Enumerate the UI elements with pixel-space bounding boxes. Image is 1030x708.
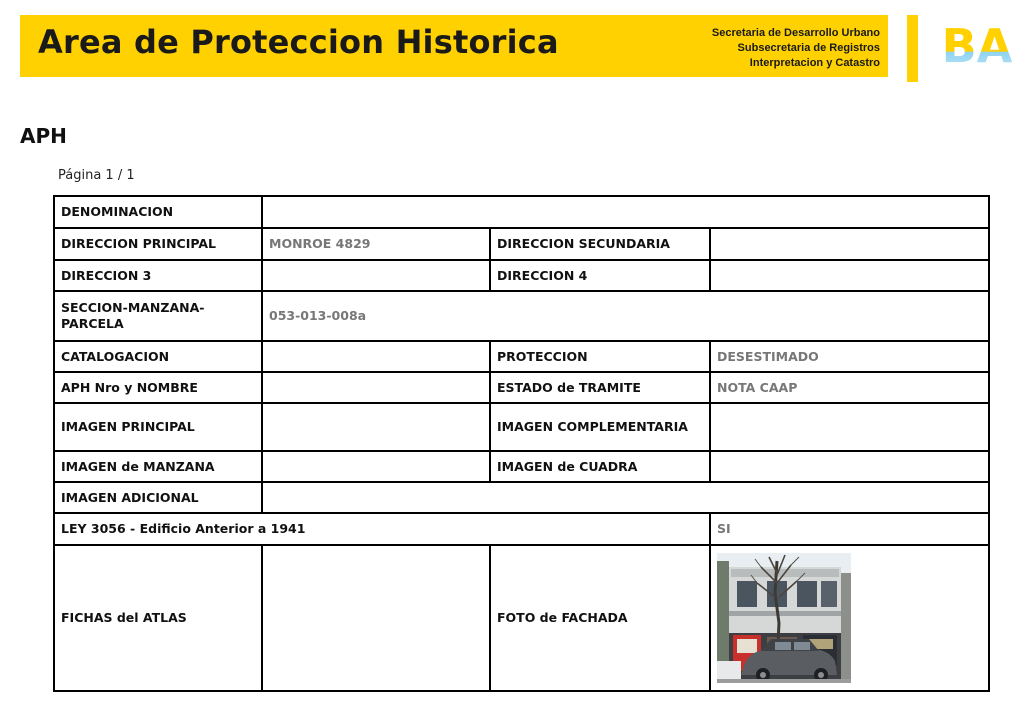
proteccion-value: DESESTIMADO bbox=[710, 341, 989, 372]
logo-divider bbox=[907, 15, 918, 82]
banner-title: Area de Proteccion Historica bbox=[38, 23, 559, 61]
direccion-principal-value: MONROE 4829 bbox=[262, 228, 490, 260]
header-banner bbox=[20, 15, 888, 77]
row-direccion bbox=[54, 228, 989, 260]
row-ley-3056 bbox=[54, 513, 989, 545]
row-denominacion bbox=[54, 196, 989, 228]
imagen-complementaria-label: IMAGEN COMPLEMENTARIA bbox=[490, 403, 710, 451]
ley-3056-value: SI bbox=[710, 513, 989, 545]
direccion-3-value bbox=[262, 260, 490, 291]
page-heading: APH bbox=[20, 124, 67, 148]
foto-fachada-label: FOTO de FACHADA bbox=[490, 545, 710, 691]
imagen-cuadra-label: IMAGEN de CUADRA bbox=[490, 451, 710, 482]
facade-photo[interactable] bbox=[717, 553, 851, 683]
direccion-4-value bbox=[710, 260, 989, 291]
direccion-secundaria-value bbox=[710, 228, 989, 260]
imagen-cuadra-value bbox=[710, 451, 989, 482]
catalogacion-label: CATALOGACION bbox=[54, 341, 262, 372]
direccion-principal-label: DIRECCION PRINCIPAL bbox=[54, 228, 262, 260]
imagen-principal-value bbox=[262, 403, 490, 451]
org-line-3: Interpretacion y Catastro bbox=[749, 57, 880, 69]
seccion-label: SECCION-MANZANA-PARCELA bbox=[54, 291, 262, 341]
org-line-2: Subsecretaria de Registros bbox=[737, 42, 880, 54]
fichas-atlas-value bbox=[262, 545, 490, 691]
row-direccion-3-4 bbox=[54, 260, 989, 291]
imagen-complementaria-value bbox=[710, 403, 989, 451]
imagen-adicional-label: IMAGEN ADICIONAL bbox=[54, 482, 262, 513]
estado-tramite-label: ESTADO de TRAMITE bbox=[490, 372, 710, 403]
aph-nro-label: APH Nro y NOMBRE bbox=[54, 372, 262, 403]
row-catalogacion bbox=[54, 341, 989, 372]
ba-logo bbox=[932, 20, 1022, 70]
fichas-atlas-label: FICHAS del ATLAS bbox=[54, 545, 262, 691]
seccion-value: 053-013-008a bbox=[262, 291, 989, 341]
organization-block bbox=[712, 26, 880, 71]
imagen-manzana-label: IMAGEN de MANZANA bbox=[54, 451, 262, 482]
estado-tramite-value: NOTA CAAP bbox=[710, 372, 989, 403]
row-seccion bbox=[54, 291, 989, 341]
row-aph bbox=[54, 372, 989, 403]
catalogacion-value bbox=[262, 341, 490, 372]
row-imagenes bbox=[54, 403, 989, 451]
ley-3056-label: LEY 3056 - Edificio Anterior a 1941 bbox=[54, 513, 710, 545]
imagen-manzana-value bbox=[262, 451, 490, 482]
foto-fachada-cell bbox=[710, 545, 989, 691]
direccion-3-label: DIRECCION 3 bbox=[54, 260, 262, 291]
imagen-adicional-value bbox=[262, 482, 989, 513]
row-imagen-adicional bbox=[54, 482, 989, 513]
row-imagen-manzana bbox=[54, 451, 989, 482]
imagen-principal-label: IMAGEN PRINCIPAL bbox=[54, 403, 262, 451]
pagination: Página 1 / 1 bbox=[58, 168, 135, 183]
proteccion-label: PROTECCION bbox=[490, 341, 710, 372]
denominacion-label: DENOMINACION bbox=[54, 196, 262, 228]
direccion-secundaria-label: DIRECCION SECUNDARIA bbox=[490, 228, 710, 260]
row-fichas-foto bbox=[54, 545, 989, 691]
direccion-4-label: DIRECCION 4 bbox=[490, 260, 710, 291]
svg-text:BA: BA bbox=[941, 20, 1013, 70]
aph-nro-value bbox=[262, 372, 490, 403]
aph-record-table bbox=[53, 195, 990, 692]
denominacion-value bbox=[262, 196, 989, 228]
org-line-1: Secretaria de Desarrollo Urbano bbox=[711, 27, 880, 39]
